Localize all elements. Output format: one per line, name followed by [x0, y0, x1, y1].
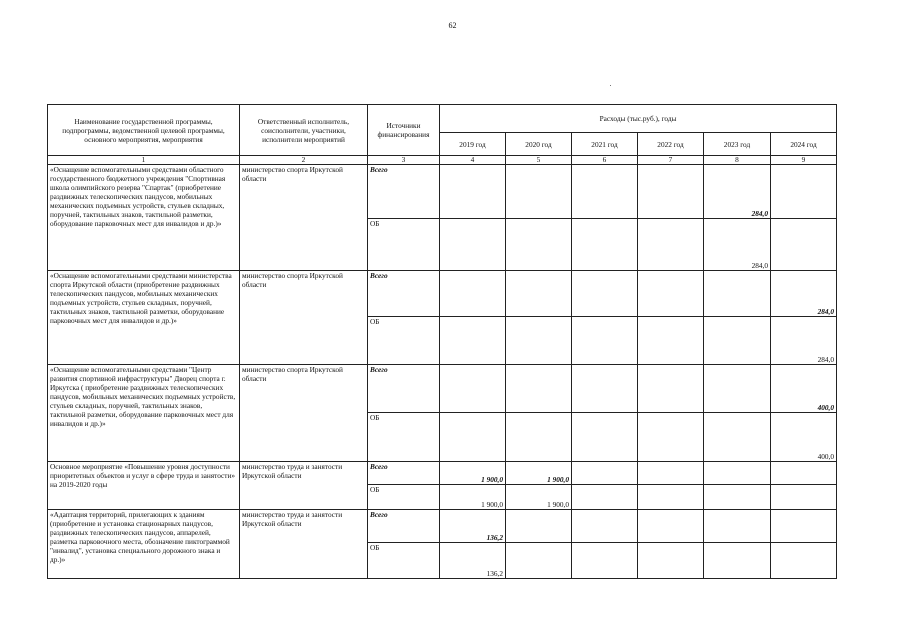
- total-value-cell: [506, 365, 572, 413]
- total-value-cell: [638, 365, 704, 413]
- ob-value-cell: 284,0: [704, 219, 771, 271]
- ob-value-cell: [771, 219, 837, 271]
- total-value-cell: [638, 462, 704, 485]
- column-number: 3: [368, 156, 440, 165]
- row-name: Основное мероприятие «Повышение уровня доступности приоритетных объектов и услуг в сфере труда и занятости» на 2019-2020 годы: [48, 462, 240, 510]
- total-value-cell: [638, 271, 704, 317]
- page-number: 62: [448, 21, 457, 30]
- table-row: [48, 510, 837, 543]
- ob-value-cell: [506, 317, 572, 365]
- column-number: 6: [572, 156, 638, 165]
- ob-value-cell: [572, 485, 638, 510]
- ob-value-cell: [638, 219, 704, 271]
- source-total-label: Всего: [368, 271, 440, 317]
- ob-value-cell: [440, 317, 506, 365]
- ob-value-cell: 136,2: [440, 543, 506, 579]
- header-year-2023: 2023 год: [704, 133, 771, 156]
- total-value-cell: [771, 462, 837, 485]
- total-value-cell: [704, 462, 771, 485]
- header-expenses: Расходы (тыс.руб.), годы: [440, 105, 837, 133]
- source-total-label: Всего: [368, 510, 440, 543]
- total-value-cell: [638, 510, 704, 543]
- ob-value-cell: [771, 543, 837, 579]
- ob-value-cell: 284,0: [771, 317, 837, 365]
- total-value-cell: [704, 510, 771, 543]
- total-value-cell: [704, 365, 771, 413]
- row-executor: министерство спорта Иркутской области: [240, 365, 368, 462]
- ob-value-cell: 1 900,0: [440, 485, 506, 510]
- total-value-cell: [572, 462, 638, 485]
- column-number: 9: [771, 156, 837, 165]
- total-value-cell: 136,2: [440, 510, 506, 543]
- ob-value-cell: [572, 413, 638, 462]
- ob-value-cell: [572, 543, 638, 579]
- ob-value-cell: [572, 317, 638, 365]
- scan-speck: [610, 85, 611, 86]
- source-ob-label: ОБ: [368, 413, 440, 462]
- total-value-cell: [506, 510, 572, 543]
- total-value-cell: [572, 271, 638, 317]
- column-number: 7: [638, 156, 704, 165]
- total-value-cell: [440, 365, 506, 413]
- total-value-cell: [572, 165, 638, 219]
- ob-value-cell: [506, 413, 572, 462]
- total-value-cell: 1 900,0: [506, 462, 572, 485]
- total-value-cell: [771, 165, 837, 219]
- ob-value-cell: [638, 317, 704, 365]
- ob-value-cell: [704, 543, 771, 579]
- column-number: 4: [440, 156, 506, 165]
- ob-value-cell: [506, 543, 572, 579]
- total-value-cell: [440, 271, 506, 317]
- ob-value-cell: 1 900,0: [506, 485, 572, 510]
- header-executor: Ответственный исполнитель, соисполнители, участники, исполнители мероприятий: [240, 105, 368, 156]
- header-year-2021: 2021 год: [572, 133, 638, 156]
- ob-value-cell: [572, 219, 638, 271]
- total-value-cell: [572, 365, 638, 413]
- total-value-cell: 400,0: [771, 365, 837, 413]
- source-total-label: Всего: [368, 365, 440, 413]
- header-name: Наименование государственной программы, подпрограммы, ведомственной целевой программы, основного мероприятия, мероприятия: [48, 105, 240, 156]
- column-number: 2: [240, 156, 368, 165]
- source-ob-label: ОБ: [368, 543, 440, 579]
- total-value-cell: [506, 165, 572, 219]
- source-ob-label: ОБ: [368, 485, 440, 510]
- source-ob-label: ОБ: [368, 317, 440, 365]
- ob-value-cell: 400,0: [771, 413, 837, 462]
- ob-value-cell: [638, 485, 704, 510]
- total-value-cell: [506, 271, 572, 317]
- total-value-cell: [572, 510, 638, 543]
- source-total-label: Всего: [368, 462, 440, 485]
- ob-value-cell: [704, 413, 771, 462]
- header-year-2024: 2024 год: [771, 133, 837, 156]
- column-number: 1: [48, 156, 240, 165]
- ob-value-cell: [704, 485, 771, 510]
- source-ob-label: ОБ: [368, 219, 440, 271]
- row-name: «Оснащение вспомогательными средствами министерства спорта Иркутской области (приобретение раздвижных телескопических пандусов, мобильных механических подъемных устройств, стульев складных, поручней, тактильных знаков, тактильной разметки, оборудование парковочных мест для инвалидов и др.)»: [48, 271, 240, 365]
- ob-value-cell: [771, 485, 837, 510]
- row-executor: министерство спорта Иркутской области: [240, 271, 368, 365]
- row-name: «Оснащение вспомогательными средствами "Центр развития спортивной инфраструктуры" Дворец спорта г. Иркутска ( приобретение раздвижных телескопических пандусов, мобильных механических подъемных устройств, стульев складных, поручней, тактильных знаков, тактильной разметки, оборудование парковочных мест для инвалидов и др.)»: [48, 365, 240, 462]
- budget-table: [47, 104, 837, 579]
- header-year-2019: 2019 год: [440, 133, 506, 156]
- column-number: 5: [506, 156, 572, 165]
- total-value-cell: 284,0: [704, 165, 771, 219]
- table-row: [48, 462, 837, 485]
- row-executor: министерство спорта Иркутской области: [240, 165, 368, 271]
- row-executor: министерство труда и занятости Иркутской области: [240, 510, 368, 579]
- source-total-label: Всего: [368, 165, 440, 219]
- header-year-2022: 2022 год: [638, 133, 704, 156]
- ob-value-cell: [506, 219, 572, 271]
- ob-value-cell: [440, 413, 506, 462]
- total-value-cell: 1 900,0: [440, 462, 506, 485]
- ob-value-cell: [704, 317, 771, 365]
- row-name: «Адаптация территорий, прилегающих к зданиям (приобретение и установка стационарных пандусов, раздвижных телескопических пандусов, аппарелей, разметка парковочного места, обозначение пиктограммой "инвалид", установка специального дорожного знака и др.)»: [48, 510, 240, 579]
- ob-value-cell: [638, 413, 704, 462]
- total-value-cell: [771, 510, 837, 543]
- row-executor: министерство труда и занятости Иркутской области: [240, 462, 368, 510]
- row-name: «Оснащение вспомогательными средствами областного государственного бюджетного учреждения "Спортивная школа олимпийского резерва "Спартак" (приобретение раздвижных телескопических пандусов, мобильных механических подъемных устройств, стульев складных, поручней, тактильных знаков, тактильной разметки, оборудование парковочных мест для инвалидов и др.)»: [48, 165, 240, 271]
- total-value-cell: [638, 165, 704, 219]
- header-source: Источники финансирования: [368, 105, 440, 156]
- table-row: [48, 165, 837, 219]
- column-number-row: [48, 156, 837, 165]
- table-row: [48, 271, 837, 317]
- ob-value-cell: [440, 219, 506, 271]
- header-year-2020: 2020 год: [506, 133, 572, 156]
- total-value-cell: [440, 165, 506, 219]
- total-value-cell: [704, 271, 771, 317]
- table-row: [48, 365, 837, 413]
- total-value-cell: 284,0: [771, 271, 837, 317]
- ob-value-cell: [638, 543, 704, 579]
- column-number: 8: [704, 156, 771, 165]
